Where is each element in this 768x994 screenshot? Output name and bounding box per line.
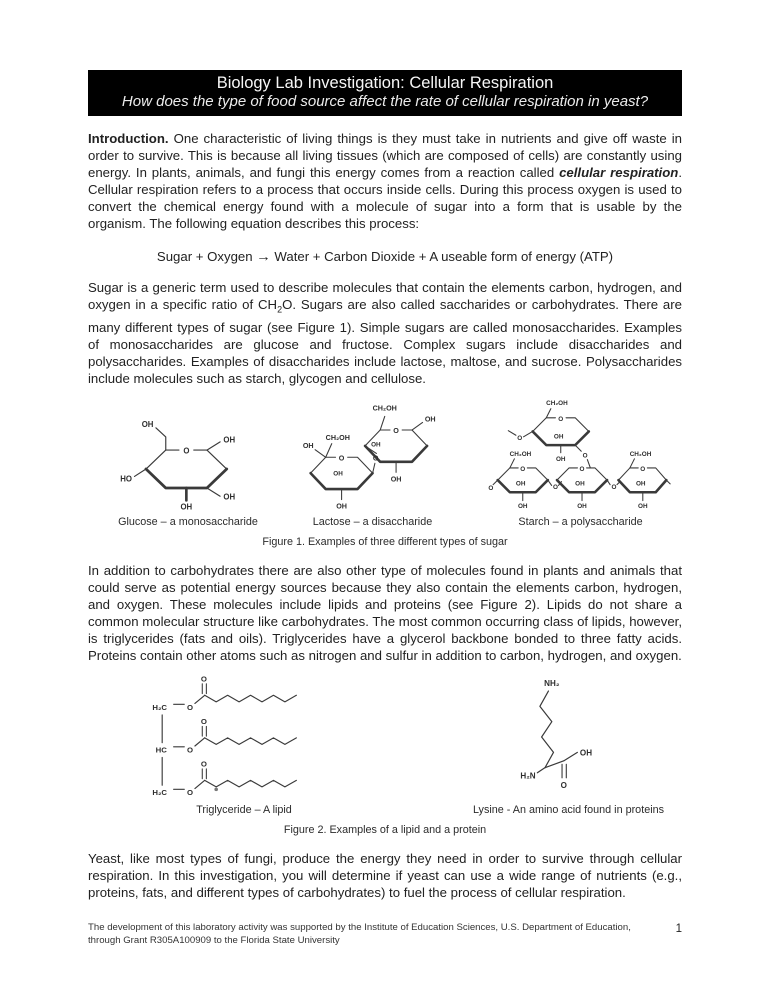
sugar-text-1: Sugar is a generic term used to describe molecules that contain the elements carbon, hydrogen, and oxygen in a specific ratio of CH: [88, 280, 682, 312]
atom-label: OH: [223, 435, 236, 445]
document-subtitle: How does the type of food source affect the rate of cellular respiration in yeast?: [121, 93, 649, 110]
figure-1-structures-row: [88, 395, 682, 528]
triglyceride-structure-image: [143, 674, 345, 800]
atom-label: OH: [577, 502, 587, 510]
intro-text-1: One characteristic of living things is they must take in nutrients and give off waste in order to survive. This is because all living tissues (which are composed of cells) are constantly using energy. In plants, animals, and fungi this energy comes from a reaction called: [88, 131, 682, 180]
intro-paragraph: [88, 130, 682, 232]
stereocenter-mark: [214, 787, 218, 791]
atom-label: HC: [155, 745, 167, 755]
equation-left-side: Sugar + Oxygen: [156, 249, 257, 264]
atom-label: CH₂OH: [372, 403, 397, 412]
atom-label: OH: [580, 748, 593, 758]
atom-label: O: [200, 674, 207, 684]
atom-label: O: [392, 426, 399, 435]
atom-label: O: [611, 483, 617, 491]
atom-label: O: [517, 434, 523, 442]
sugar-text-2: O. Sugars are also called saccharides or carbohydrates. There are many different types of sugar (see Figure 1). Simple sugars are called monosaccharides. Examples of monosaccharides are glucose and fructose. Complex sugars include disaccharides and polysaccharides. Examples of disaccharides include lactose, maltose, and sucrose. Polysaccharides include molecules such as starch, glycogen and cellulose.: [88, 297, 682, 386]
intro-text-2: . Cellular respiration refers to a process that occurs inside cells. During this process oxygen is used to convert the chemical energy found with a molecule of sugar into a form that is usable by the organism. The following equation describes this process:: [88, 165, 683, 231]
atom-label: O: [200, 716, 207, 726]
triglyceride-label: Triglyceride – A lipid: [196, 803, 292, 816]
atom-label: CH₂OH: [325, 433, 350, 442]
atom-label: OH: [515, 480, 526, 488]
equation-right-side: Water + Carbon Dioxide + A useable form of energy (ATP): [270, 249, 614, 264]
atom-label: OH: [370, 441, 381, 449]
atom-label: OH: [223, 492, 236, 502]
atom-label: OH: [635, 480, 646, 488]
right-arrow-glyph: →: [256, 249, 271, 265]
atom-label: H₂C: [152, 702, 168, 712]
atom-label: NH₂: [544, 678, 560, 688]
starch-structure-image: [487, 395, 674, 512]
figure-2-structures-row: [88, 674, 682, 816]
yeast-paragraph: Yeast, like most types of fungi, produce the energy they need in order to survive through cellular respiration. In this investigation, you will determine if yeast can use a wide range of nutrients (e.g., proteins, fats, and different types of carbohydrates) to fuel the process of cellular respiration.: [88, 850, 682, 900]
atom-label: O: [558, 415, 564, 423]
atom-label: OH: [555, 455, 566, 463]
atom-label: OH: [302, 441, 314, 450]
atom-label: O: [372, 453, 378, 462]
atom-label: O: [183, 446, 190, 456]
page-footer: [88, 922, 682, 947]
title-banner: [88, 70, 682, 116]
figure-1: [88, 395, 682, 548]
atom-label: OH: [517, 502, 528, 510]
starch-label: Starch – a polysaccharide: [518, 515, 643, 528]
atom-label: OH: [332, 470, 343, 478]
grant-footnote: The development of this laboratory activity was supported by the Institute of Education Sciences, U.S. Department of Education, through Grant R305A100909 to the Florida State University: [88, 922, 631, 946]
atom-label: CH₂OH: [509, 450, 532, 458]
sugar-paragraph: [88, 279, 682, 387]
atom-label: CH₂OH: [546, 399, 568, 407]
lactose-structure-image: [303, 398, 443, 512]
atom-label: OH: [141, 419, 154, 429]
atom-label: O: [579, 465, 585, 473]
atom-label: OH: [424, 415, 436, 424]
atom-label: OH: [180, 502, 193, 512]
glucose-structure-image: [118, 417, 258, 512]
lysine-label: Lysine - An amino acid found in proteins: [472, 803, 664, 816]
glucose-label: Glucose – a monosaccharide: [118, 515, 258, 528]
atom-label: OH: [575, 480, 585, 488]
atom-label: O: [561, 780, 568, 790]
atom-label: O: [186, 787, 194, 797]
atom-label: O: [520, 465, 526, 473]
lactose-label: Lactose – a disaccharide: [312, 515, 433, 528]
lactose-figure: [303, 398, 443, 528]
glucose-figure: [118, 417, 258, 528]
triglyceride-figure: [143, 674, 345, 816]
atom-label: H₂N: [520, 771, 537, 781]
page-number: 1: [675, 923, 682, 935]
atom-label: O: [640, 465, 646, 473]
atom-label: O: [338, 453, 344, 462]
figure-2-caption: Figure 2. Examples of a lipid and a protein: [283, 823, 487, 836]
lysine-figure: [473, 674, 664, 816]
atom-label: H₂C: [152, 787, 168, 797]
atom-label: OH: [335, 502, 347, 511]
atom-label: CH₂OH: [629, 450, 652, 458]
atom-label: OH: [553, 432, 564, 440]
atom-label: O: [488, 484, 494, 492]
document-title: Biology Lab Investigation: Cellular Respiration: [216, 74, 554, 92]
starch-figure: [487, 395, 674, 528]
atom-label: OH: [638, 502, 648, 510]
intro-lead-in: Introduction.: [88, 131, 169, 146]
atom-label: O: [200, 759, 207, 769]
atom-label: O: [582, 451, 588, 459]
atom-label: OH: [390, 475, 401, 484]
cellular-respiration-emphasis: cellular respiration: [559, 165, 679, 180]
atom-label: O: [552, 483, 558, 491]
figure-2: [88, 674, 682, 836]
lipids-paragraph: In addition to carbohydrates there are also other type of molecules found in plants and animals that could serve as potential energy sources because they also contain the elements carbon, hydrogen, and oxygen. These molecules include lipids and proteins (see Figure 2). Lipids do not share a common molecular structure like carbohydrates. The most common occurring class of lipids, however, is triglycerides (fats and oils). Triglycerides have a glycerol backbone bonded to three fatty acids. Proteins contain other atoms such as nitrogen and sulfur in addition to carbon, hydrogen, and oxygen.: [88, 562, 682, 663]
atom-label: HO: [120, 474, 132, 484]
figure-1-caption: Figure 1. Examples of three different types of sugar: [262, 535, 508, 548]
respiration-equation: [88, 249, 682, 265]
atom-label: O: [186, 745, 194, 755]
atom-label: O: [186, 702, 194, 712]
ch2o-subscript: 2: [277, 304, 283, 315]
lysine-structure-image: [504, 674, 632, 800]
